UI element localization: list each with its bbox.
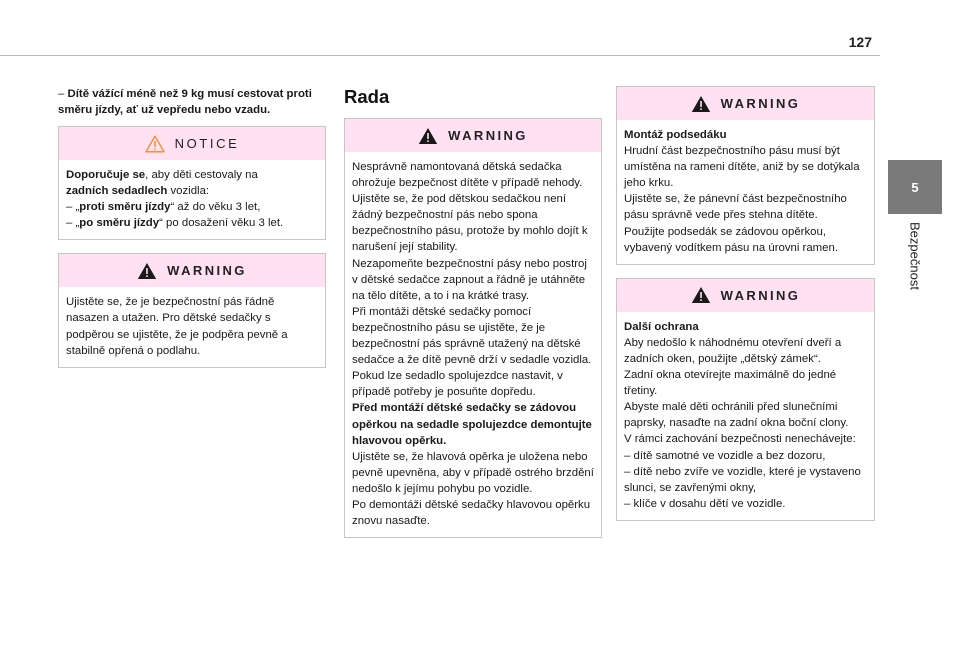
warning-box: [344, 118, 602, 538]
chapter-title: Bezpečnost: [907, 222, 923, 290]
warning-title: WARNING: [167, 263, 247, 279]
page-number: 127: [848, 34, 872, 50]
column-1: [58, 86, 326, 381]
notice-line-1: [66, 167, 318, 183]
warning-paragraph: V rámci zachování bezpečnosti nenechávejte:: [624, 433, 856, 446]
warning-paragraph: Ujistěte se, že hlavová opěrka je uložena nebo pevně upevněna, aby v případě ostrého brzdění nedošlo k jejímu pohybu po vozidle.: [352, 450, 594, 495]
notice-item-prefix: – „: [66, 217, 80, 230]
notice-body: [59, 160, 325, 239]
section-heading: Rada: [344, 86, 390, 107]
warning-triangle-icon: [691, 286, 711, 304]
warning-paragraph: Použijte podsedák se zádovou opěrkou, vybavený vodítkem pásu na úrovni ramen.: [624, 225, 839, 254]
warning-paragraph: Při montáži dětské sedačky pomocí bezpečnostního pásu se ujistěte, že je bezpečnostní pás správně utažený na dětské sedačce a že dítě pevně drží v sedadle vozidla. Pokud lze sedadlo spolujezdce nastavit, v případě potřeby je posuňte dopředu.: [352, 305, 592, 399]
warning-title: WARNING: [720, 96, 801, 111]
notice-list-item: [66, 215, 318, 231]
warning-paragraph: Hrudní část bezpečnostního pásu musí být umístěna na rameni dítěte, aniž by se dotýkala jeho krku.: [624, 145, 860, 190]
intro-paragraph: [58, 86, 326, 118]
warning-triangle-icon: [418, 127, 438, 145]
chapter-label: [888, 222, 942, 332]
notice-box: [58, 126, 326, 240]
notice-title: NOTICE: [174, 136, 240, 151]
warning-paragraph: Abyste malé děti ochránili před slunečními paprsky, nasaďte na zadní okna boční clony.: [624, 401, 849, 430]
intro-dash: –: [58, 88, 65, 100]
warning-paragraph: Nesprávně namontovaná dětská sedačka ohrožuje bezpečnost dítěte v případě nehody.: [352, 161, 583, 190]
warning-paragraph: Ujistěte se, že pod dětskou sedačkou není žádný bezpečnostní pás nebo spona bezpečnostního pásu, protože by mohlo dojít k narušení její stability.: [352, 193, 588, 254]
notice-bold-2: zadních sedadlech: [66, 185, 168, 198]
warning-body: [617, 120, 874, 264]
warning-list-item: – dítě nebo zvíře ve vozidle, které je vystaveno slunci, se zavřenými okny,: [624, 465, 861, 494]
warning-subheading: Další ochrana: [624, 320, 699, 333]
top-divider: [0, 55, 880, 56]
notice-line-2: [66, 183, 318, 199]
warning-box: [616, 86, 875, 265]
warning-header: [617, 87, 874, 120]
warning-triangle-icon: [137, 262, 157, 280]
warning-paragraph: Zadní okna otevírejte maximálně do jedné třetiny.: [624, 369, 837, 398]
notice-text-2: vozidla:: [167, 185, 210, 198]
warning-body: [59, 287, 325, 366]
warning-header: [59, 254, 325, 287]
notice-header: [59, 127, 325, 160]
notice-item-prefix: – „: [66, 201, 80, 214]
warning-title: WARNING: [448, 128, 528, 143]
notice-text-1: , aby děti cestovaly na: [145, 169, 258, 181]
notice-bold-1: Doporučuje se: [66, 169, 146, 181]
warning-body: [617, 312, 874, 520]
warning-text: Ujistěte se, že je bezpečnostní pás řádně nasazen a utažen. Pro dětské sedačky s podpěrou se ujistěte, že je podpěra pevně a stabilně opřená o podlahu.: [66, 296, 288, 357]
warning-list-item: – klíče v dosahu dětí ve vozidle.: [624, 497, 786, 510]
warning-paragraph: Po demontáži dětské sedačky hlavovou opěrku znovu nasaďte.: [352, 498, 591, 528]
warning-paragraph: Nezapomeňte bezpečnostní pásy nebo postroj v dětské sedačce zapnout a řádně je utáhněte na tělo dítěte, a to i na krátké trasy.: [352, 257, 587, 302]
warning-paragraph: Aby nedošlo k náhodnému otevření dveří a zadních oken, použijte „dětský zámek“.: [624, 336, 842, 365]
column-2: [344, 86, 602, 551]
warning-body: [345, 152, 601, 537]
notice-item-bold: po směru jízdy: [79, 217, 160, 230]
notice-triangle-icon: [145, 135, 165, 153]
notice-item-text: “ až do věku 3 let,: [170, 201, 261, 214]
notice-item-text: “ po dosažení věku 3 let.: [159, 217, 284, 230]
intro-text: Dítě vážící méně než 9 kg musí cestovat proti směru jízdy, ať už vepředu nebo vzadu.: [58, 88, 312, 116]
column-3: [616, 86, 875, 534]
warning-list-item: – dítě samotné ve vozidle a bez dozoru,: [624, 449, 826, 462]
notice-list-item: [66, 199, 318, 215]
warning-triangle-icon: [691, 95, 711, 113]
warning-box: [616, 278, 875, 521]
warning-header: [345, 119, 601, 152]
warning-bold-paragraph: Před montáží dětské sedačky se zádovou opěrkou na sedadle spolujezdce demontujte hlavovou opěrku.: [352, 402, 592, 447]
warning-paragraph: Ujistěte se, že pánevní část bezpečnostního pásu správně vede přes stehna dítěte.: [624, 193, 847, 222]
warning-header: [617, 279, 874, 312]
chapter-tab[interactable]: 5: [888, 160, 942, 214]
warning-subheading: Montáž podsedáku: [624, 129, 727, 141]
warning-title: WARNING: [720, 287, 801, 303]
notice-item-bold: proti směru jízdy: [79, 201, 171, 214]
warning-box: [58, 253, 326, 367]
